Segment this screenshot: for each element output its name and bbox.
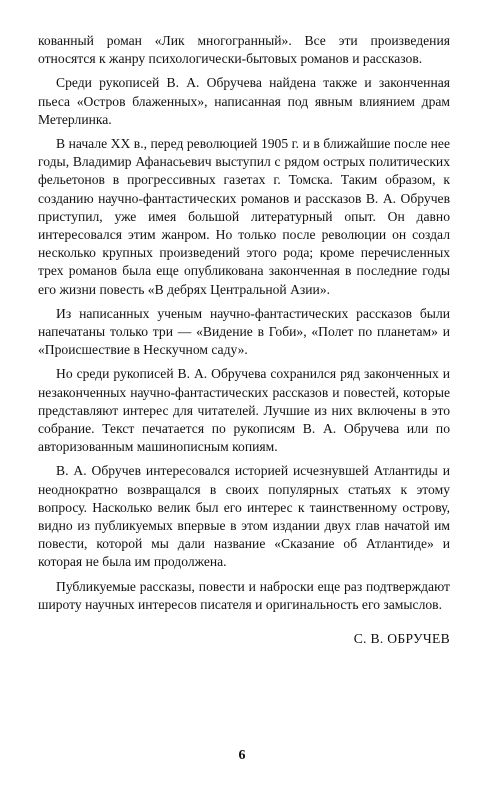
paragraph-3: В начале XX в., перед революцией 1905 г. и в ближайшие после нее годы, Владимир Афанасьевич выступил с рядом острых политических фельетонов в прогрессивных газетах г. Томска. Таким образом, к созданию научно-фантастических романов и рассказов В. А. Обручев приступил, уже имея большой литературный опыт. Он давно интересовался этим жанром. Но только после революции он создал несколько крупных произведений этого рода; кроме перечисленных трех романов была еще опубликована законченная в последние годы его жизни повесть «В дебрях Центральной Азии». xyxy=(38,136,450,297)
paragraph-1: кованный роман «Лик многогранный». Все эти произведения относятся к жанру психологически-бытовых романов и рассказов. xyxy=(38,33,450,67)
author-signature: С. В. ОБРУЧЕВ xyxy=(353,631,450,647)
paragraph-5: Но среди рукописей В. А. Обручева сохранился ряд законченных и незаконченных научно-фантастических рассказов и повестей, которые представляют интерес для читателей. Лучшие из них включены в это собрание. Текст печатается по рукописям В. А. Обручева или по авторизованным машинописным копиям. xyxy=(38,366,450,455)
paragraph-6: В. А. Обручев интересовался историей исчезнувшей Атлантиды и неоднократно возвращался в своих популярных статьях к этому вопросу. Насколько велик был его интерес к таинственному острову, видно из публикуемых впервые в этом издании двух глав начатой им повести, которой мы дали название «Сказание об Атлантиде» и которая не была им продолжена. xyxy=(38,463,450,570)
page-number: 6 xyxy=(238,748,246,763)
paragraph-2: Среди рукописей В. А. Обручева найдена также и законченная пьеса «Остров блаженных», написанная под явным влиянием драм Метерлинка. xyxy=(38,75,450,127)
paragraph-7: Публикуемые рассказы, повести и наброски еще раз подтверждают широту научных интересов писателя и оригинальность его замыслов. xyxy=(38,578,450,612)
page-body xyxy=(38,32,450,648)
paragraph-4: Из написанных ученым научно-фантастических рассказов были напечатаны только три — «Видение в Гоби», «Полет по планетам» и «Происшествие в Нескучном саду». xyxy=(38,305,450,358)
